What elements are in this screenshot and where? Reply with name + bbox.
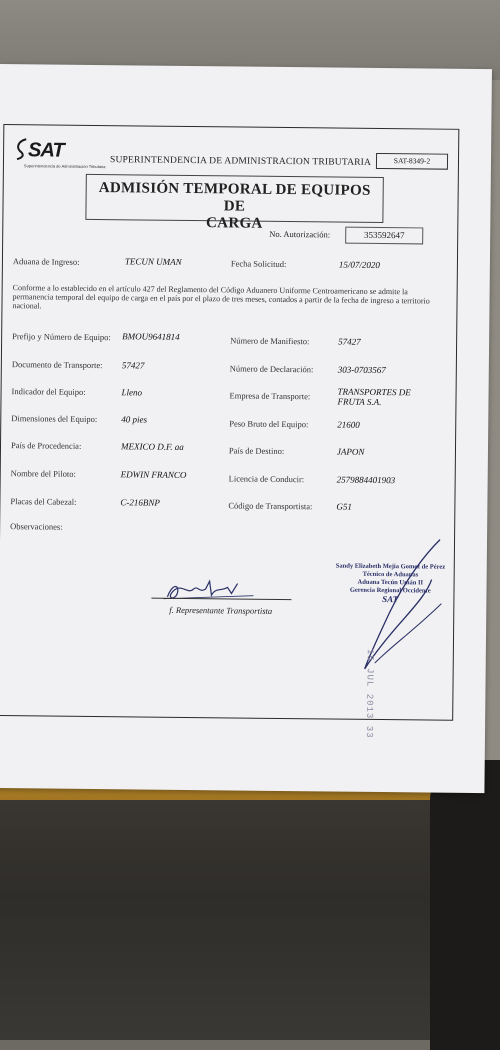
manifest-value: 57427 (338, 336, 361, 347)
official-stamp-logo: SAT (382, 594, 399, 605)
destination-label: País de Destino: (228, 445, 285, 456)
dimensions-value: 40 pies (121, 414, 148, 425)
weight-value: 21600 (337, 419, 360, 430)
plates-label: Placas del Cabezal: (10, 496, 77, 507)
form-title-line1: ADMISIÓN TEMPORAL DE EQUIPOS DE (98, 180, 371, 215)
pilot-value: EDWIN FRANCO (120, 469, 187, 480)
request-date-label: Fecha Solicitud: (230, 258, 287, 270)
manifest-label: Número de Manifiesto: (230, 335, 310, 347)
company-value: TRANSPORTES DE FRUTA S.A. (337, 386, 411, 408)
dimensions-label: Dimensiones del Equipo: (11, 413, 98, 425)
plates-value: C-216BNP (120, 497, 160, 508)
official-name: Sandy Elizabeth Mejía Gomez de Pérez (335, 562, 446, 571)
transport-doc-value: 57427 (121, 360, 145, 371)
authorization-value: 353592647 (345, 227, 423, 245)
date-stamp: 15 JUL 2013 33 (363, 648, 375, 739)
request-date-value: 15/07/2020 (338, 259, 380, 270)
declaration-value: 303-0703567 (337, 364, 386, 376)
equipment-label: Prefijo y Número de Equipo: (12, 331, 111, 343)
form-title-box (85, 174, 383, 232)
official-stamp-text (335, 563, 445, 604)
pilot-label: Nombre del Piloto: (10, 468, 76, 479)
declaration-label: Número de Declaración: (229, 363, 314, 375)
official-regional-office: Gerencia Regional Occidente (349, 586, 431, 595)
customs-label: Aduana de Ingreso: (12, 256, 80, 267)
logo-text: SAT (27, 139, 64, 162)
indicator-label: Indicador del Equipo: (11, 386, 86, 397)
observations-label: Observaciones: (10, 521, 63, 532)
dark-object (430, 760, 500, 1050)
form-title-line2: CARGA (206, 215, 263, 232)
sat-logo (14, 133, 106, 170)
form-frame (0, 124, 459, 739)
official-title: Técnico de Aduanas (362, 570, 419, 579)
company-label: Empresa de Transporte: (229, 390, 311, 402)
origin-label: País de Procedencia: (10, 440, 82, 451)
carrier-code-value: G51 (336, 501, 352, 512)
representative-caption: f. Representante Transportista (169, 604, 273, 616)
license-label: Licencia de Conducir: (228, 473, 305, 485)
agency-name: SUPERINTENDENCIA DE ADMINISTRACION TRIBUTARIA (109, 155, 372, 168)
logo-subtext: Superintendencia de Administración Tributaria (23, 163, 106, 170)
carrier-code-label: Código de Transportista: (228, 500, 313, 512)
destination-value: JAPON (336, 446, 365, 457)
customs-value: TECUN UMAN (124, 256, 182, 267)
indicator-value: Lleno (121, 387, 143, 398)
official-customs-office: Aduana Tecún Umán II (357, 578, 424, 587)
customs-form-paper (0, 64, 492, 793)
representative-signature (157, 575, 267, 606)
authorization-label: No. Autorización: (269, 228, 331, 240)
official-signature (345, 533, 457, 684)
license-value: 2579884401903 (336, 474, 396, 486)
equipment-value: BMOU9641814 (122, 331, 180, 342)
weight-label: Peso Bruto del Equipo: (229, 418, 309, 430)
origin-value: MEXICO D.F. aa (120, 441, 184, 452)
transport-doc-label: Documento de Transporte: (11, 359, 103, 371)
legal-paragraph: Conforme a lo establecido en el artículo 427 del Reglamento del Código Aduanero Uniforme Centroamericano se admite la permanencia temporal del equipo de carga en el país por el plazo de tres meses, contados a partir de la fecha de ingreso a territorio nacional. (12, 283, 430, 311)
form-code: SAT-8349-2 (376, 153, 448, 170)
floor-background (0, 800, 500, 1040)
